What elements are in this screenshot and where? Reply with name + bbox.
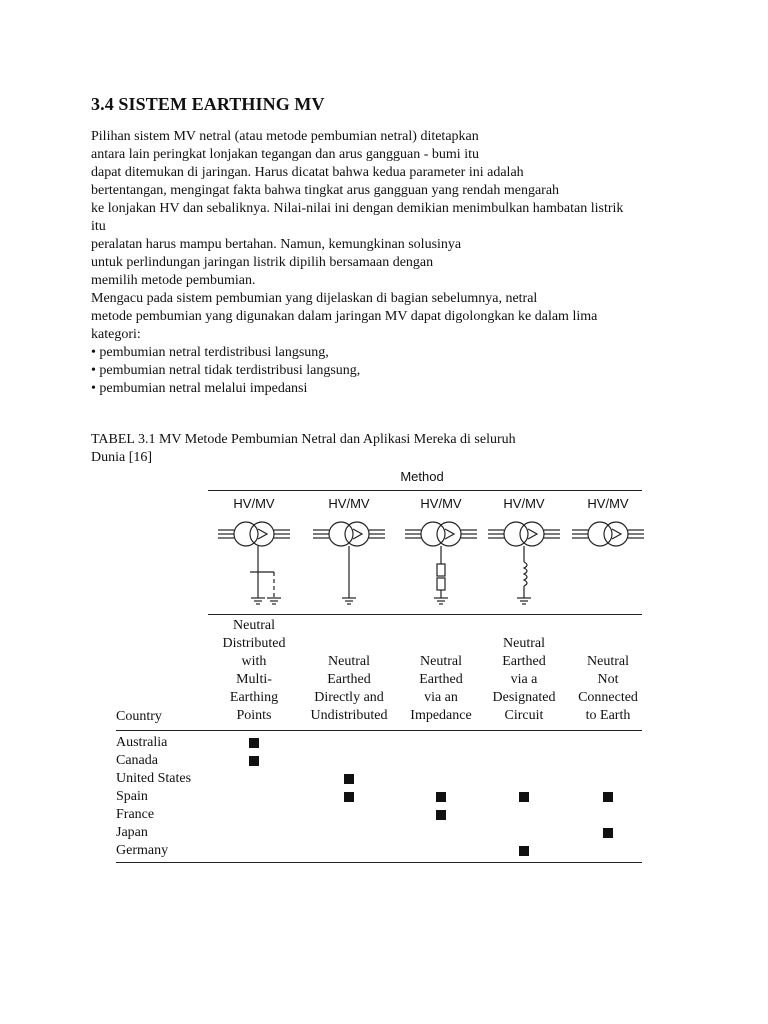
body-line: • pembumian netral tidak terdistribusi langsung, (91, 363, 361, 378)
header-bottom-rule (116, 730, 642, 731)
applied-marker (519, 846, 529, 856)
body-line: itu (91, 219, 106, 234)
body-line: untuk perlindungan jaringan listrik dipilih bersamaan dengan (91, 255, 434, 270)
column-header-line: via a (510, 672, 538, 687)
column-header-line: Undistributed (310, 708, 388, 723)
section-heading: 3.4 SISTEM EARTHING MV (91, 94, 325, 114)
earthing-methods-table-figure (108, 466, 648, 866)
column-header-line: Multi- (236, 672, 272, 687)
transformer-symbol (108, 466, 648, 616)
country-name: Canada (116, 753, 158, 768)
body-line: kategori: (91, 327, 141, 342)
body-line: Pilihan sistem MV netral (atau metode pembumian netral) ditetapkan (91, 129, 479, 144)
column-header-line: Neutral (587, 654, 629, 669)
column-header-line: Neutral (503, 636, 545, 651)
column-header-line: Earthed (502, 654, 546, 669)
body-line: bertentangan, mengingat fakta bahwa tingkat arus gangguan yang rendah mengarah (91, 183, 560, 198)
country-name: Spain (116, 789, 148, 804)
applied-marker (249, 738, 259, 748)
body-line: ke lonjakan HV dan sebaliknya. Nilai-nilai ini dengan demikian menimbulkan hambatan listrik (91, 201, 624, 216)
table-bottom-rule (116, 862, 642, 863)
column-header-line: via an (424, 690, 458, 705)
transformer-label: HV/MV (233, 496, 275, 511)
column-header-line: Points (236, 708, 272, 723)
body-line: peralatan harus mampu bertahan. Namun, kemungkinan solusinya (91, 237, 462, 252)
table-caption-line-1: TABEL 3.1 MV Metode Pembumian Netral dan Aplikasi Mereka di seluruh (91, 432, 516, 447)
body-line: • pembumian netral terdistribusi langsung, (91, 345, 329, 360)
column-header-line: Neutral (328, 654, 370, 669)
country-header: Country (116, 709, 162, 724)
column-header-line: Designated (492, 690, 556, 705)
transformer-label: HV/MV (420, 496, 462, 511)
country-name: United States (116, 771, 192, 786)
method-label: Method (400, 469, 444, 484)
country-name: Germany (116, 843, 169, 858)
column-header-line: to Earth (585, 708, 631, 723)
column-header-line: Impedance (410, 708, 472, 723)
applied-marker (436, 810, 446, 820)
applied-marker (603, 792, 613, 802)
applied-marker (436, 792, 446, 802)
country-name: France (116, 807, 155, 822)
column-header-line: Earthing (229, 690, 279, 705)
body-line: metode pembumian yang digunakan dalam jaringan MV dapat digolongkan ke dalam lima (91, 309, 598, 324)
column-header-line: Earthed (419, 672, 463, 687)
column-header-line: Neutral (420, 654, 462, 669)
body-line: dapat ditemukan di jaringan. Harus dicatat bahwa kedua parameter ini adalah (91, 165, 524, 180)
column-header-line: Circuit (504, 708, 544, 723)
table-caption-line-2: Dunia [16] (91, 450, 153, 465)
body-line: antara lain peringkat lonjakan tegangan dan arus gangguan - bumi itu (91, 147, 479, 162)
applied-marker (344, 774, 354, 784)
applied-marker (344, 792, 354, 802)
schematic-bottom-rule (208, 614, 642, 615)
column-header-line: Earthed (327, 672, 371, 687)
country-name: Australia (116, 735, 168, 750)
transformer-label: HV/MV (328, 496, 370, 511)
column-header-line: Neutral (233, 618, 275, 633)
column-header-line: with (241, 654, 267, 669)
applied-marker (249, 756, 259, 766)
body-line: Mengacu pada sistem pembumian yang dijelaskan di bagian sebelumnya, netral (91, 291, 538, 306)
body-line: • pembumian netral melalui impedansi (91, 381, 308, 396)
column-header-line: Not (597, 672, 619, 687)
column-header-line: Directly and (314, 690, 384, 705)
transformer-label: HV/MV (587, 496, 629, 511)
applied-marker (603, 828, 613, 838)
applied-marker (519, 792, 529, 802)
column-header-line: Connected (578, 690, 638, 705)
transformer-label: HV/MV (503, 496, 545, 511)
body-line: memilih metode pembumian. (91, 273, 256, 288)
column-header-line: Distributed (222, 636, 286, 651)
country-name: Japan (116, 825, 148, 840)
